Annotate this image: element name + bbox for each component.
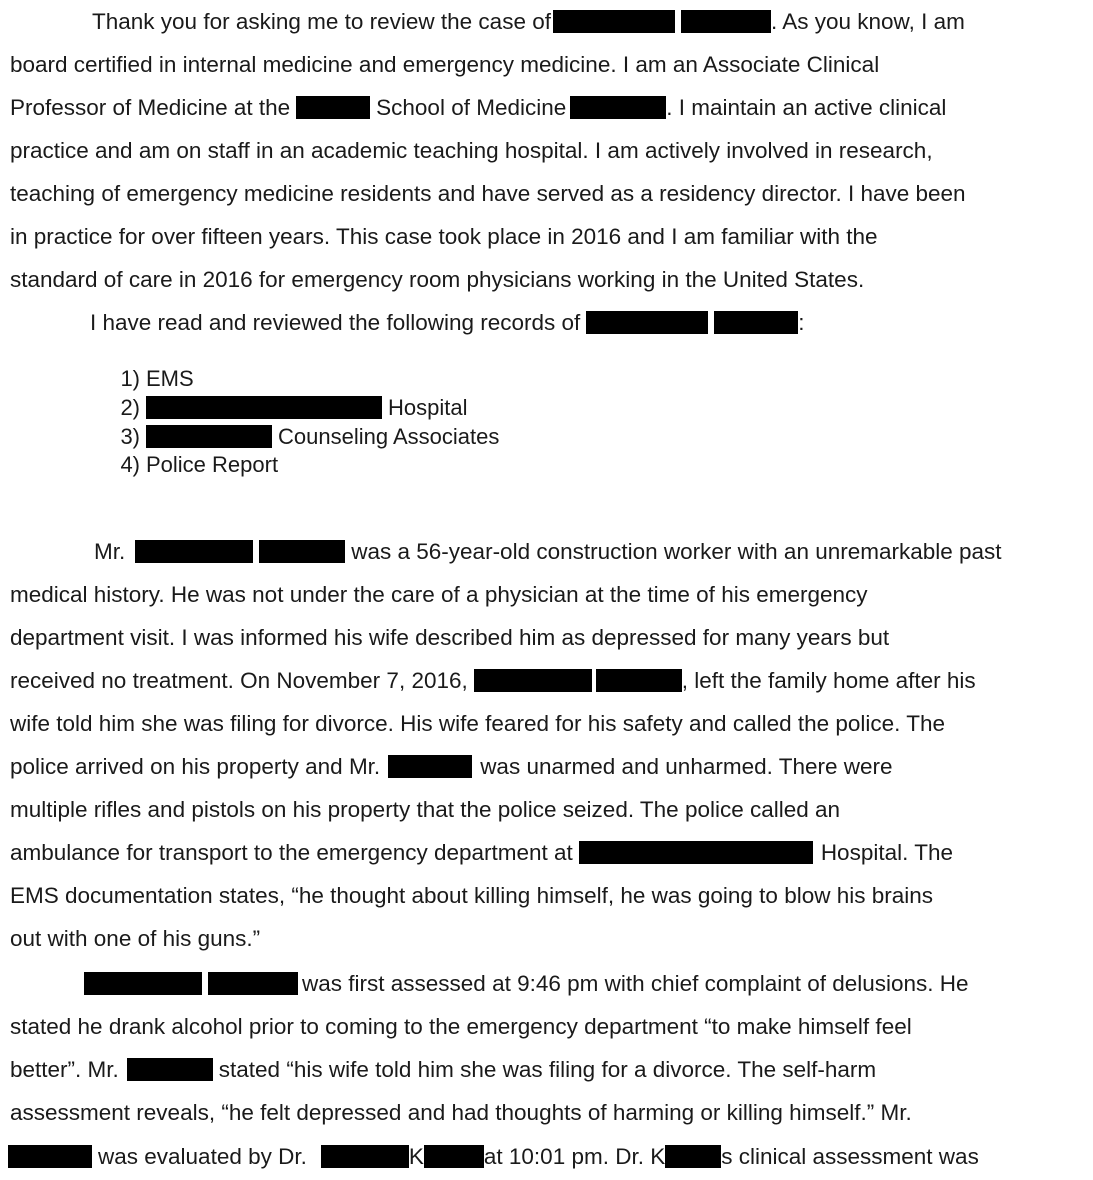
para3-line10: out with one of his guns.” [10,926,261,951]
para4-line2: stated he drank alcohol prior to coming to the emergency department “to make himself feel [10,1014,912,1039]
text: at 10:01 pm. Dr. K [483,1144,666,1169]
text: was a 56-year-old construction worker with an unremarkable past [351,539,1002,564]
para3-line5: wife told him she was filing for divorce. His wife feared for his safety and called the police. The [10,711,946,736]
redaction [388,755,472,778]
para2-line1 [90,308,805,338]
para4-line1 [84,969,969,999]
redaction [681,10,771,33]
text: Mr. [94,539,126,564]
redaction [146,396,382,419]
para1-line5: teaching of emergency medicine residents and have served as a residency director. I have been [10,181,966,206]
redaction [714,311,798,334]
para1-line2: board certified in internal medicine and emergency medicine. I am an Associate Clinical [10,52,880,77]
para3-line3: department visit. I was informed his wife described him as depressed for many years but [10,625,890,650]
record-item-4 [100,451,278,479]
text: was unarmed and unharmed. There were [480,754,893,779]
list-number: 4) [120,452,140,477]
para3-line7: multiple rifles and pistols on his property that the police seized. The police called an [10,797,841,822]
redaction [208,972,298,995]
text: stated “his wife told him she was filing for a divorce. The self-harm [218,1057,877,1082]
redaction [665,1145,721,1168]
para1-line7: standard of care in 2016 for emergency room physicians working in the United States. [10,267,865,292]
redaction [586,311,708,334]
record-item-1 [100,365,194,393]
redaction [146,425,272,448]
redaction [259,540,345,563]
para1-line1 [92,7,965,37]
text: was first assessed at 9:46 pm with chief complaint of delusions. He [302,971,969,996]
para3-line2: medical history. He was not under the care of a physician at the time of his emergency [10,582,868,607]
redaction [424,1145,484,1168]
redaction [296,96,370,119]
list-label: EMS [146,366,194,391]
para3-line8 [10,838,953,868]
para4-line4: assessment reveals, “he felt depressed and had thoughts of harming or killing himself.” Mr. [10,1100,912,1125]
para1-line3 [10,93,946,123]
para3-line4 [10,666,976,696]
text: was evaluated by Dr. [98,1144,307,1169]
text: . I maintain an active clinical [666,95,947,120]
redaction [127,1058,213,1081]
text: Hospital. The [820,840,953,865]
text: received no treatment. On November 7, 2016, [10,668,468,693]
text: I have read and reviewed the following records of [90,310,581,335]
para1-line6: in practice for over fifteen years. This case took place in 2016 and I am familiar with the [10,224,878,249]
text: . As you know, I am [770,9,965,34]
para4-line3 [10,1055,876,1085]
text: better”. Mr. [10,1057,119,1082]
text: Professor of Medicine at the [10,95,291,120]
text: School of Medicine [376,95,567,120]
text: K [408,1144,424,1169]
redaction [579,841,813,864]
list-number: 1) [120,366,140,391]
text: Thank you for asking me to review the case of [92,9,551,34]
para3-line9: EMS documentation states, “he thought about killing himself, he was going to blow his brains [10,883,934,908]
list-label: Hospital [388,395,468,420]
redaction [553,10,675,33]
para4-line5 [8,1142,979,1172]
list-number: 2) [120,395,140,420]
text: ambulance for transport to the emergency department at [10,840,573,865]
redaction [321,1145,409,1168]
redaction [8,1145,92,1168]
list-label: Counseling Associates [278,424,500,449]
redaction [570,96,666,119]
redaction [84,972,202,995]
record-item-2 [100,394,467,422]
redaction [135,540,253,563]
para1-line4: practice and am on staff in an academic teaching hospital. I am actively involved in research, [10,138,933,163]
text: police arrived on his property and Mr. [10,754,381,779]
list-label: Police Report [146,452,279,477]
record-item-3 [100,423,499,451]
list-number: 3) [120,424,140,449]
text: : [798,310,805,335]
text: , left the family home after his [681,668,976,693]
redaction [596,669,682,692]
text: s clinical assessment was [721,1144,979,1169]
para3-line1 [94,537,1002,567]
para3-line6 [10,752,893,782]
redaction [474,669,592,692]
